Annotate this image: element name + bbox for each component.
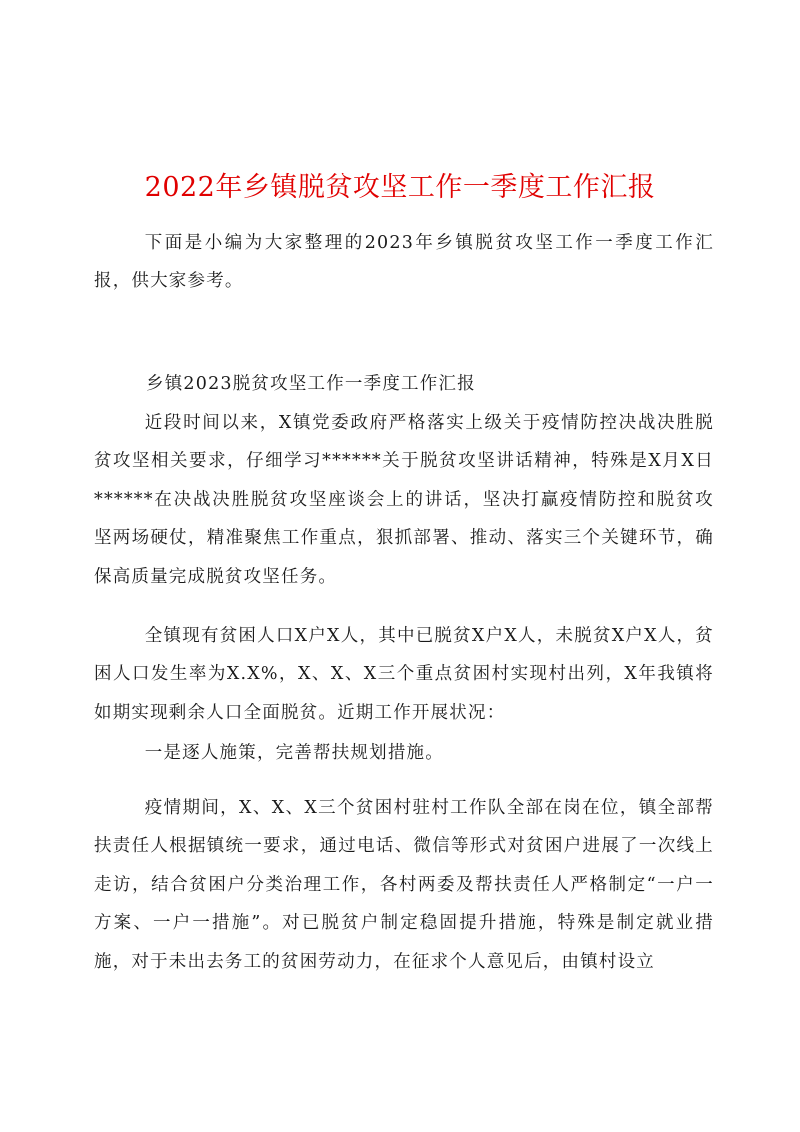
section-heading-1: 一是逐人施策，完善帮扶规划措施。 bbox=[144, 743, 444, 763]
document-title: 2022年乡镇脱贫攻坚工作一季度工作汇报 bbox=[144, 172, 656, 203]
intro-paragraph: 下面是小编为大家整理的2023年乡镇脱贫攻坚工作一季度工作汇报，供大家参考。 bbox=[94, 233, 714, 292]
body-paragraph-3: 疫情期间，X、X、X三个贫困村驻村工作队全部在岗在位，镇全部帮扶责任人根据镇统一要求，通过电话、微信等形式对贫困户进展了一次线上走访，结合贫困户分类治理工作，各村两委及帮扶责任人严格制定“一户一方案、一户一措施”。对已脱贫户制定稳固提升措施，特殊是制定就业措施，对于未出去务工的贫困劳动力，在征求个人意见后，由镇村设立 bbox=[94, 798, 714, 972]
body-paragraph-1: 近段时间以来，X镇党委政府严格落实上级关于疫情防控决战决胜脱贫攻坚相关要求，仔细学习******关于脱贫攻坚讲话精神，特殊是X月X日******在决战决胜脱贫攻坚座谈会上的讲话，坚决打赢疫情防控和脱贫攻坚两场硬仗，精准聚焦工作重点，狠抓部署、推动、落实三个关键环节，确保高质量完成脱贫攻坚任务。 bbox=[94, 413, 714, 587]
body-paragraph-2: 全镇现有贫困人口X户X人，其中已脱贫X户X人，未脱贫X户X人，贫困人口发生率为X.X%，X、X、X三个重点贫困村实现村出列，X年我镇将如期实现剩余人口全面脱贫。近期工作开展状况： bbox=[94, 626, 714, 723]
document-subtitle: 乡镇2023脱贫攻坚工作一季度工作汇报 bbox=[146, 374, 476, 394]
